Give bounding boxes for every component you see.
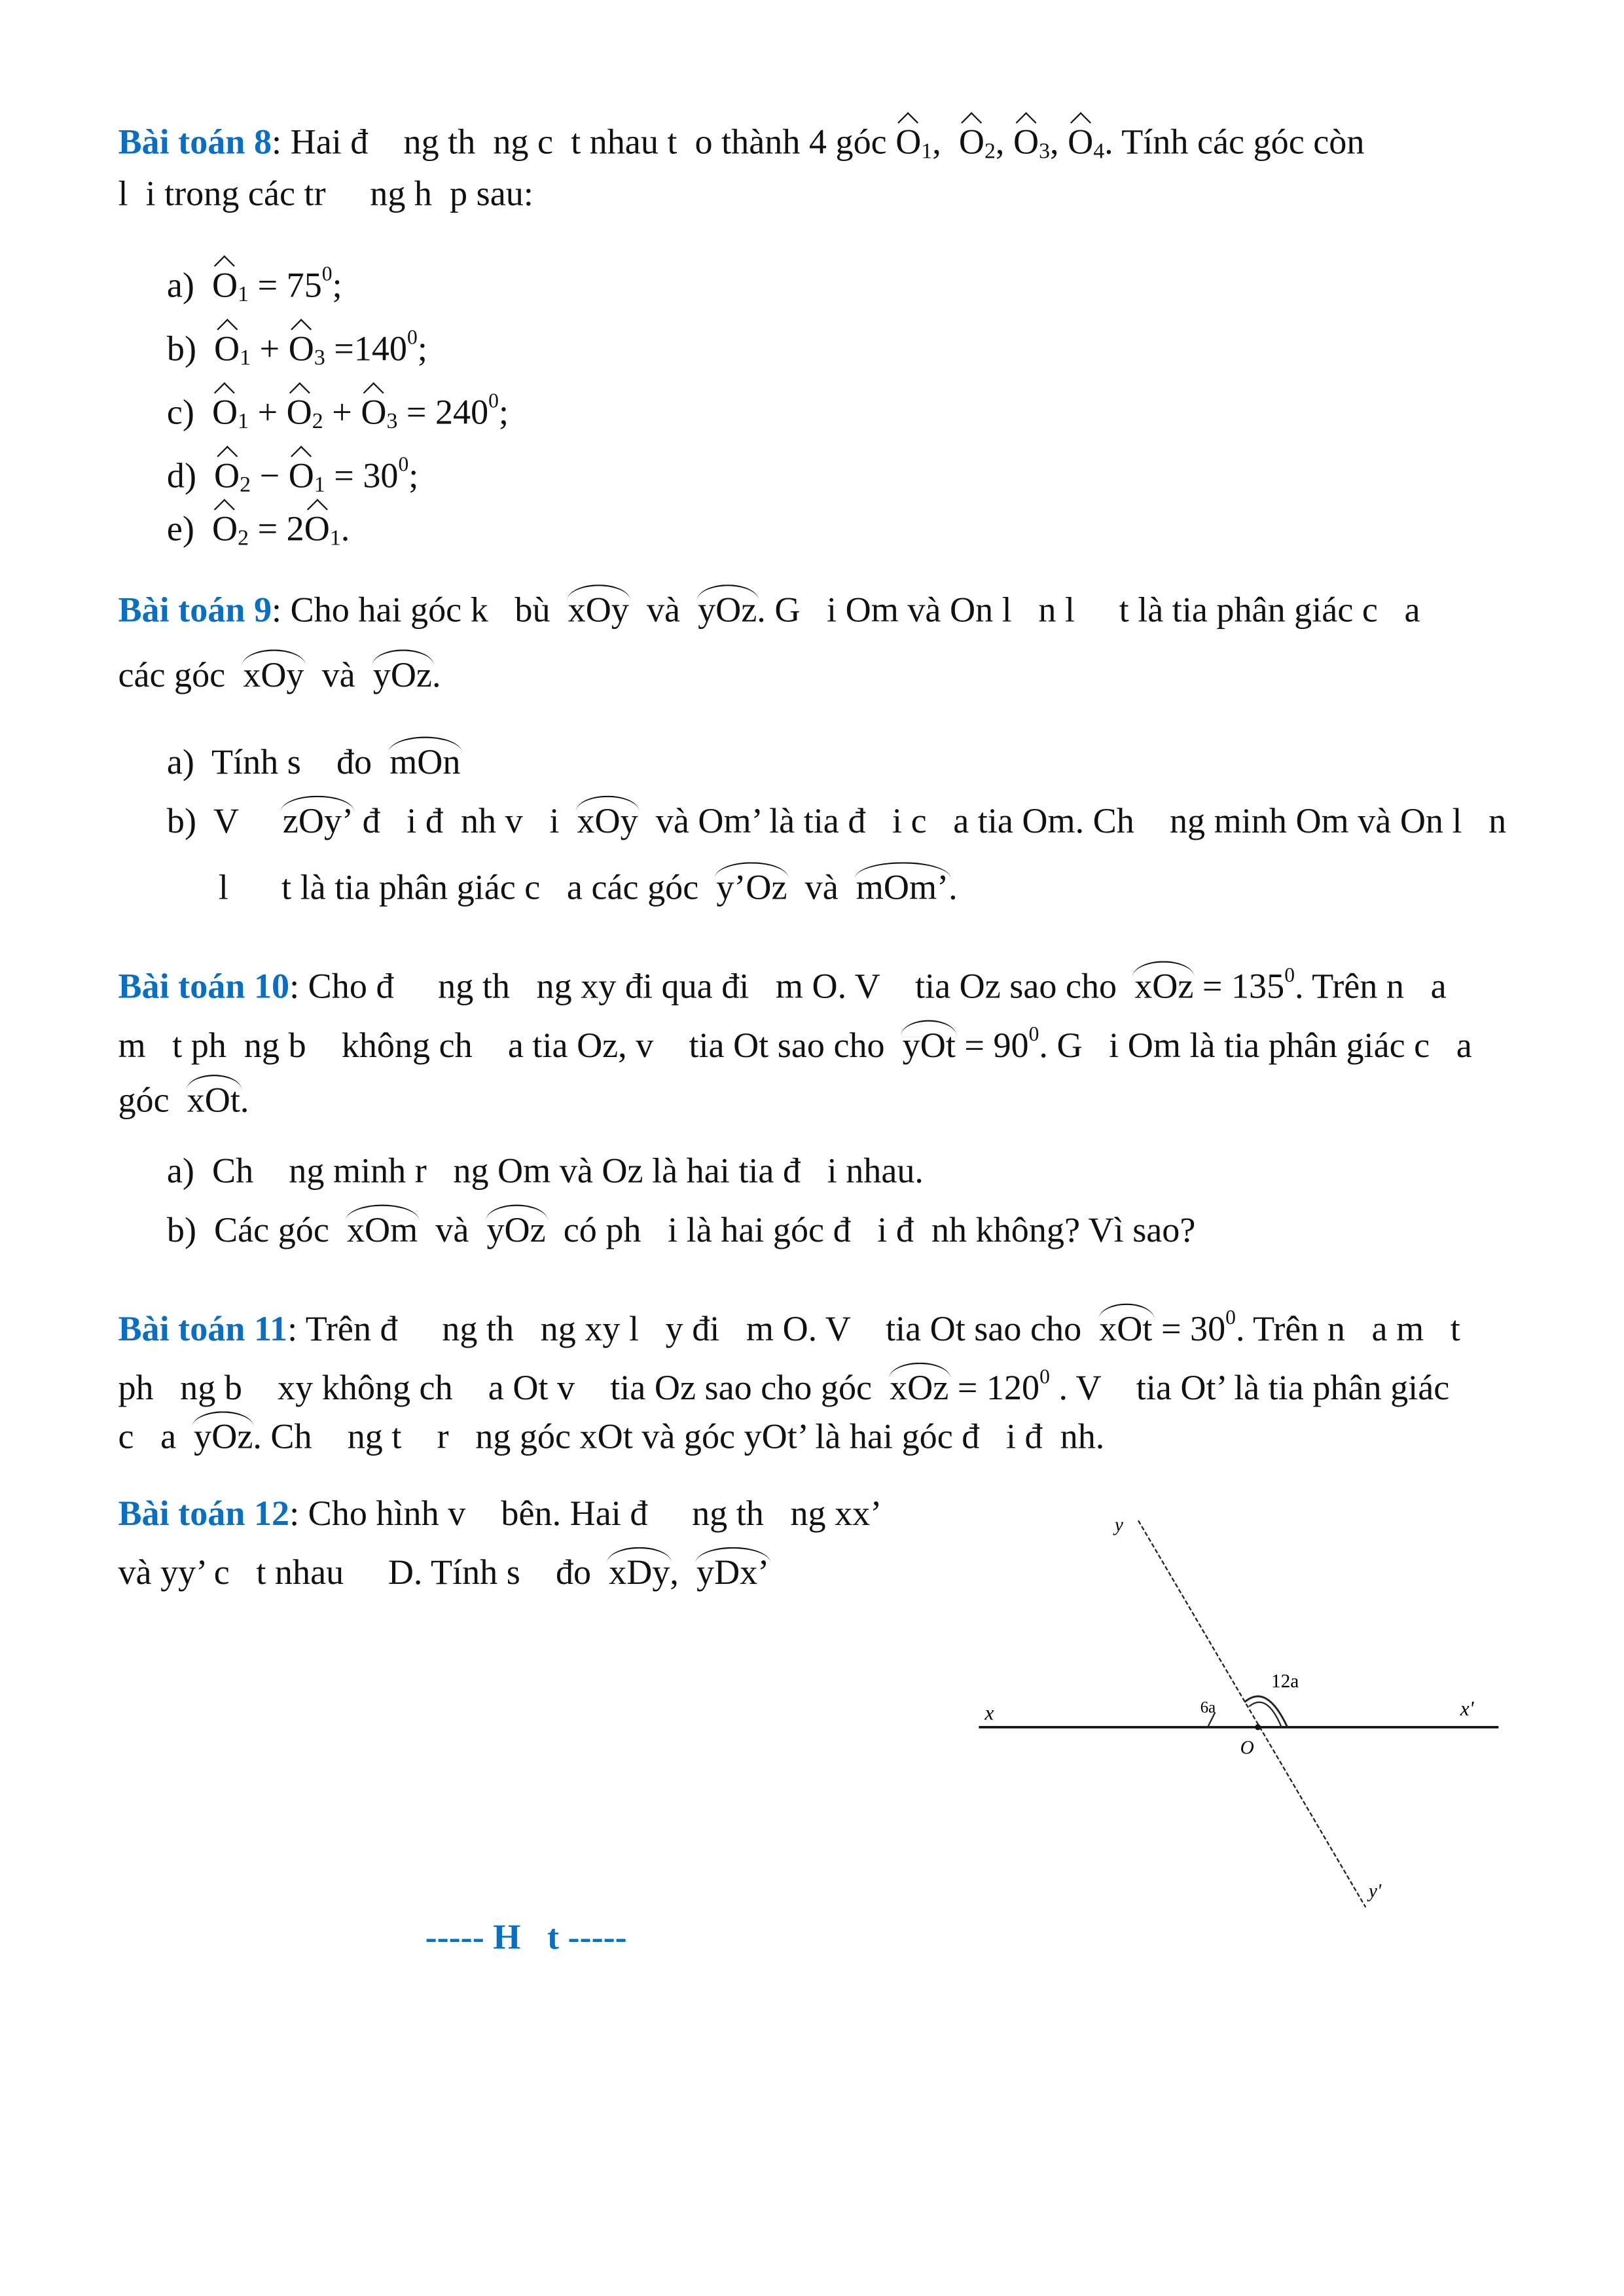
text-run: = 90 [955,1027,1029,1066]
text-run: = 30 [1152,1310,1226,1350]
text-run: c) [166,394,213,433]
text-run: . [431,656,441,696]
text-run: và Om’ là tia đ i c a tia Om. Ch ng minh Om và On l n [638,802,1507,842]
angle-notation: xOz [890,1367,948,1412]
text-run: . Trên n a [1295,968,1447,1007]
angle-notation: xOt [1099,1308,1152,1352]
text-run: e) [166,511,213,550]
angle-letter: O [289,455,314,499]
text-run: a) Ch ng minh r ng Om và Oz là hai tia đ i nhau. [166,1153,924,1192]
text-run: ; [408,457,419,496]
label-x-prime: x' [1460,1696,1474,1720]
text-run: . [340,511,350,550]
angle-arc-big-inner [1249,1702,1282,1727]
angle-notation: yOz [373,654,432,698]
angle-notation: xOz [1134,965,1193,1010]
text-run: . [240,1082,249,1121]
text-run: − [251,457,289,496]
angle-notation: xOy [243,654,304,698]
text-run: đ i đ nh v i [353,802,577,842]
angle-subscript: 1 [921,140,933,164]
text-run: a) [166,267,213,306]
text-run: và [628,592,698,631]
text-run: , [670,1554,697,1593]
text-run: = 240 [397,394,489,433]
angle-letter: O [212,391,238,436]
text-run: ; [417,331,427,369]
angle-letter: O [214,455,240,499]
angle-notation: xOt [187,1079,240,1124]
problem-title: Bài toán 12 [118,1495,290,1534]
text-run: . Trên n a m t [1235,1310,1460,1350]
text-run: : Hai đ ng th ng c t nhau t o thành 4 góc [272,124,896,163]
text-run: + [251,331,289,369]
angle-notation: yOt [903,1024,956,1069]
text-run: l t là tia phân giác c a các góc [218,869,717,908]
text-run: : Trên đ ng th ng xy l y đi m O. V tia Ot sao cho [287,1310,1100,1350]
angle-notation: yDx’ [696,1552,769,1596]
text-run: : Cho hình v bên. Hai đ ng th ng xx’ [289,1495,882,1534]
text-run: a) Tính s đo [166,744,390,783]
angle-notation: xOy [577,800,638,844]
text-run: =140 [325,331,408,369]
point-o [1255,1724,1261,1730]
label-y-prime: y' [1368,1880,1382,1902]
text-run: có ph i là hai góc đ i đ nh không? Vì sao? [545,1211,1196,1251]
text-run: d) [166,457,215,496]
angle-letter: O [287,391,312,436]
text-run: b) [166,331,215,369]
text-run: , [932,124,959,163]
text-run: m t ph ng b không ch a tia Oz, v tia Ot sao cho [118,1027,903,1066]
text-run: góc [118,1082,187,1121]
text-run: = 75 [249,267,322,306]
angle-subscript: 1 [238,410,249,435]
angle-notation: xDy [609,1552,670,1596]
angle-letter: O [214,328,240,372]
degree-superscript: 0 [321,264,333,287]
end-marker: ----- H t ----- [425,1919,627,1958]
text-run: c a [118,1418,194,1458]
text-run: . Ch ng t r ng góc xOt và góc yOt’ là hai góc đ i đ nh. [253,1418,1105,1458]
text-run: ; [332,267,342,306]
angle-subscript: 2 [984,140,996,164]
text-run: . [948,869,958,908]
problem-title: Bài toán 11 [118,1310,288,1350]
text-run: và [304,656,373,696]
text-run: + [323,394,361,433]
angle-subscript: 2 [312,410,323,435]
angle-subscript: 2 [238,527,249,551]
label-12a: 12a [1271,1671,1299,1693]
text-run: . V tia Ot’ là tia phân giác [1049,1370,1450,1408]
degree-superscript: 0 [1284,965,1295,988]
angle-subscript: 3 [1039,140,1051,164]
text-run: và [418,1211,487,1251]
angle-notation: yOz [194,1416,253,1460]
angle-letter: O [212,264,238,309]
angle-subscript: 4 [1093,140,1105,164]
degree-superscript: 0 [488,391,499,414]
text-run: , [995,124,1013,163]
angle-subscript: 1 [329,527,341,551]
angle-subscript: 1 [240,347,251,371]
degree-superscript: 0 [1225,1308,1236,1331]
angle-letter: O [959,121,984,166]
text-run: : Cho hai góc k bù [272,592,568,631]
text-run: b) V [166,802,283,842]
text-run: . G i Om là tia phân giác c a [1039,1027,1472,1066]
text-run: b) Các góc [166,1211,347,1251]
text-run: . G i Om và On l n l t là tia phân giác c a [757,592,1420,631]
angle-notation: mOn [389,741,460,785]
line-yy [1138,1520,1365,1907]
text-run: và [787,869,856,908]
text-run: = 135 [1193,968,1285,1007]
text-run: ph ng b xy không ch a Ot v tia Oz sao cho góc [118,1370,890,1408]
text-run: ; [498,394,509,433]
angle-notation: y’Oz [716,867,787,911]
text-run: . Tính các góc còn [1104,124,1365,163]
label-6a: 6a [1200,1698,1216,1717]
angle-subscript: 2 [240,474,251,498]
angle-notation: xOm [347,1209,418,1253]
angle-subscript: 3 [386,410,398,435]
label-x: x [984,1701,994,1725]
angle-notation: zOy’ [283,800,353,844]
angle-letter: O [289,328,314,372]
angle-letter: O [212,508,238,552]
angle-letter: O [304,508,330,552]
angle-subscript: 1 [238,283,249,308]
angle-subscript: 1 [314,474,325,498]
problem-title: Bài toán 8 [118,124,272,163]
degree-superscript: 0 [1039,1367,1050,1390]
angle-notation: yOz [698,589,757,634]
text-run: l i trong các tr ng h p sau: [118,175,533,215]
angle-letter: O [1013,121,1039,166]
problem-title: Bài toán 10 [118,968,290,1007]
degree-superscript: 0 [398,454,409,477]
angle-letter: O [361,391,386,436]
degree-superscript: 0 [407,327,418,350]
text-run: và yy’ c t nhau D. Tính s đo [118,1554,609,1593]
angle-subscript: 3 [314,347,325,371]
angle-notation: mOm’ [856,867,948,911]
degree-superscript: 0 [1028,1024,1039,1047]
text-run: : Cho đ ng th ng xy đi qua đi m O. V tia Oz sao cho [289,968,1135,1007]
text-run: , [1050,124,1068,163]
angle-letter: O [1068,121,1093,166]
label-y: y [1114,1514,1123,1535]
text-run: các góc [118,656,244,696]
angle-notation: xOy [568,589,629,634]
text-run: = 2 [249,511,304,550]
text-run: = 120 [948,1370,1040,1408]
text-run: = 30 [325,457,399,496]
label-o: O [1240,1737,1254,1759]
angle-letter: O [895,121,921,166]
text-run: + [249,394,287,433]
problem-title: Bài toán 9 [118,592,272,631]
angle-notation: yOz [486,1209,545,1253]
